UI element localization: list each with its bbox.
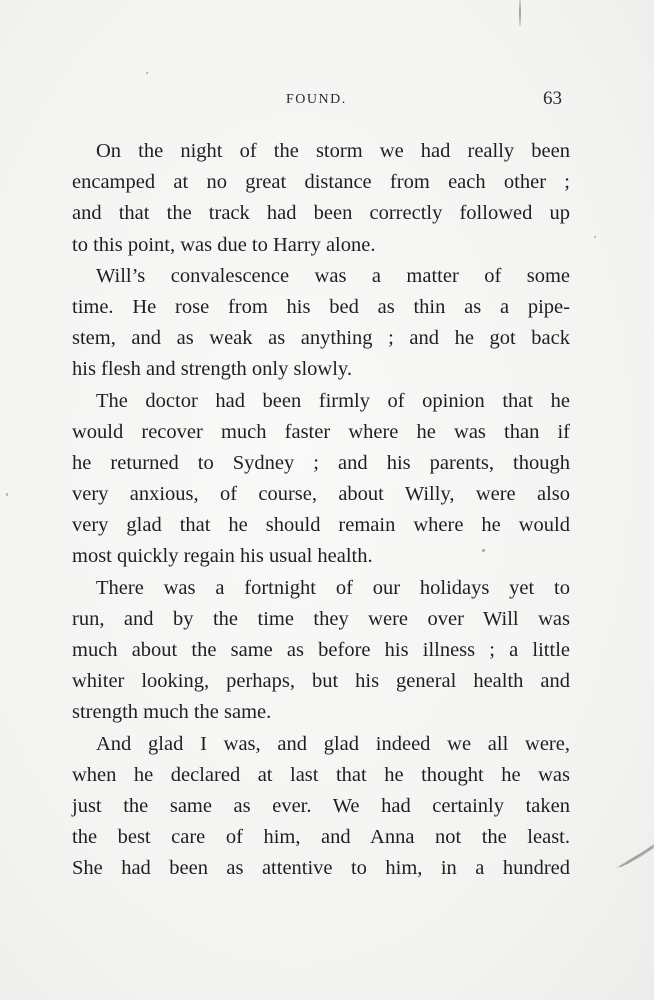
text-line: just the same as ever. We had certainly taken: [72, 794, 570, 817]
text-line: he returned to Sydney ; and his parents, though: [72, 451, 570, 474]
text-line: encamped at no great distance from each other ;: [72, 171, 570, 194]
paragraph: [72, 261, 570, 386]
text-line: stem, and as weak as anything ; and he got back: [72, 327, 570, 350]
text-line: whiter looking, perhaps, but his general health and: [72, 670, 570, 693]
body-text: [72, 136, 570, 885]
paragraph: [72, 136, 570, 261]
paper-mark: [519, 0, 521, 26]
text-line: most quickly regain his usual health.: [72, 545, 373, 568]
text-line: And glad I was, and glad indeed we all were,: [96, 732, 570, 755]
text-line: run, and by the time they were over Will was: [72, 607, 570, 630]
text-line: the best care of him, and Anna not the least.: [72, 826, 570, 849]
paragraph: [72, 729, 570, 885]
text-line: when he declared at last that he thought he was: [72, 763, 570, 786]
text-line: very anxious, of course, about Willy, were also: [72, 483, 570, 506]
text-line: much about the same as before his illness ; a little: [72, 639, 570, 661]
text-line: Will’s convalescence was a matter of some: [96, 264, 570, 287]
paper-tear-mark: [614, 842, 654, 870]
text-line: would recover much faster where he was than if: [72, 420, 570, 443]
page-number: 63: [543, 88, 562, 109]
text-line: There was a fortnight of our holidays yet to: [96, 576, 570, 599]
text-line: The doctor had been firmly of opinion that he: [96, 389, 570, 412]
text-line: She had been as attentive to him, in a hundred: [72, 857, 570, 880]
running-title: FOUND.: [286, 92, 347, 107]
paper-speck: [6, 493, 8, 496]
text-line: On the night of the storm we had really been: [96, 140, 570, 162]
running-head: [0, 90, 654, 114]
text-line: to this point, was due to Harry alone.: [72, 233, 376, 256]
paragraph: [72, 386, 570, 573]
paragraph: [72, 573, 570, 729]
text-line: his flesh and strength only slowly.: [72, 358, 352, 381]
text-line: time. He rose from his bed as thin as a pipe-: [72, 295, 570, 318]
text-line: and that the track had been correctly followed up: [72, 202, 570, 225]
paper-speck: [594, 236, 596, 238]
paper-speck: [146, 72, 148, 74]
text-line: very glad that he should remain where he would: [72, 514, 570, 537]
text-line: strength much the same.: [72, 701, 272, 724]
